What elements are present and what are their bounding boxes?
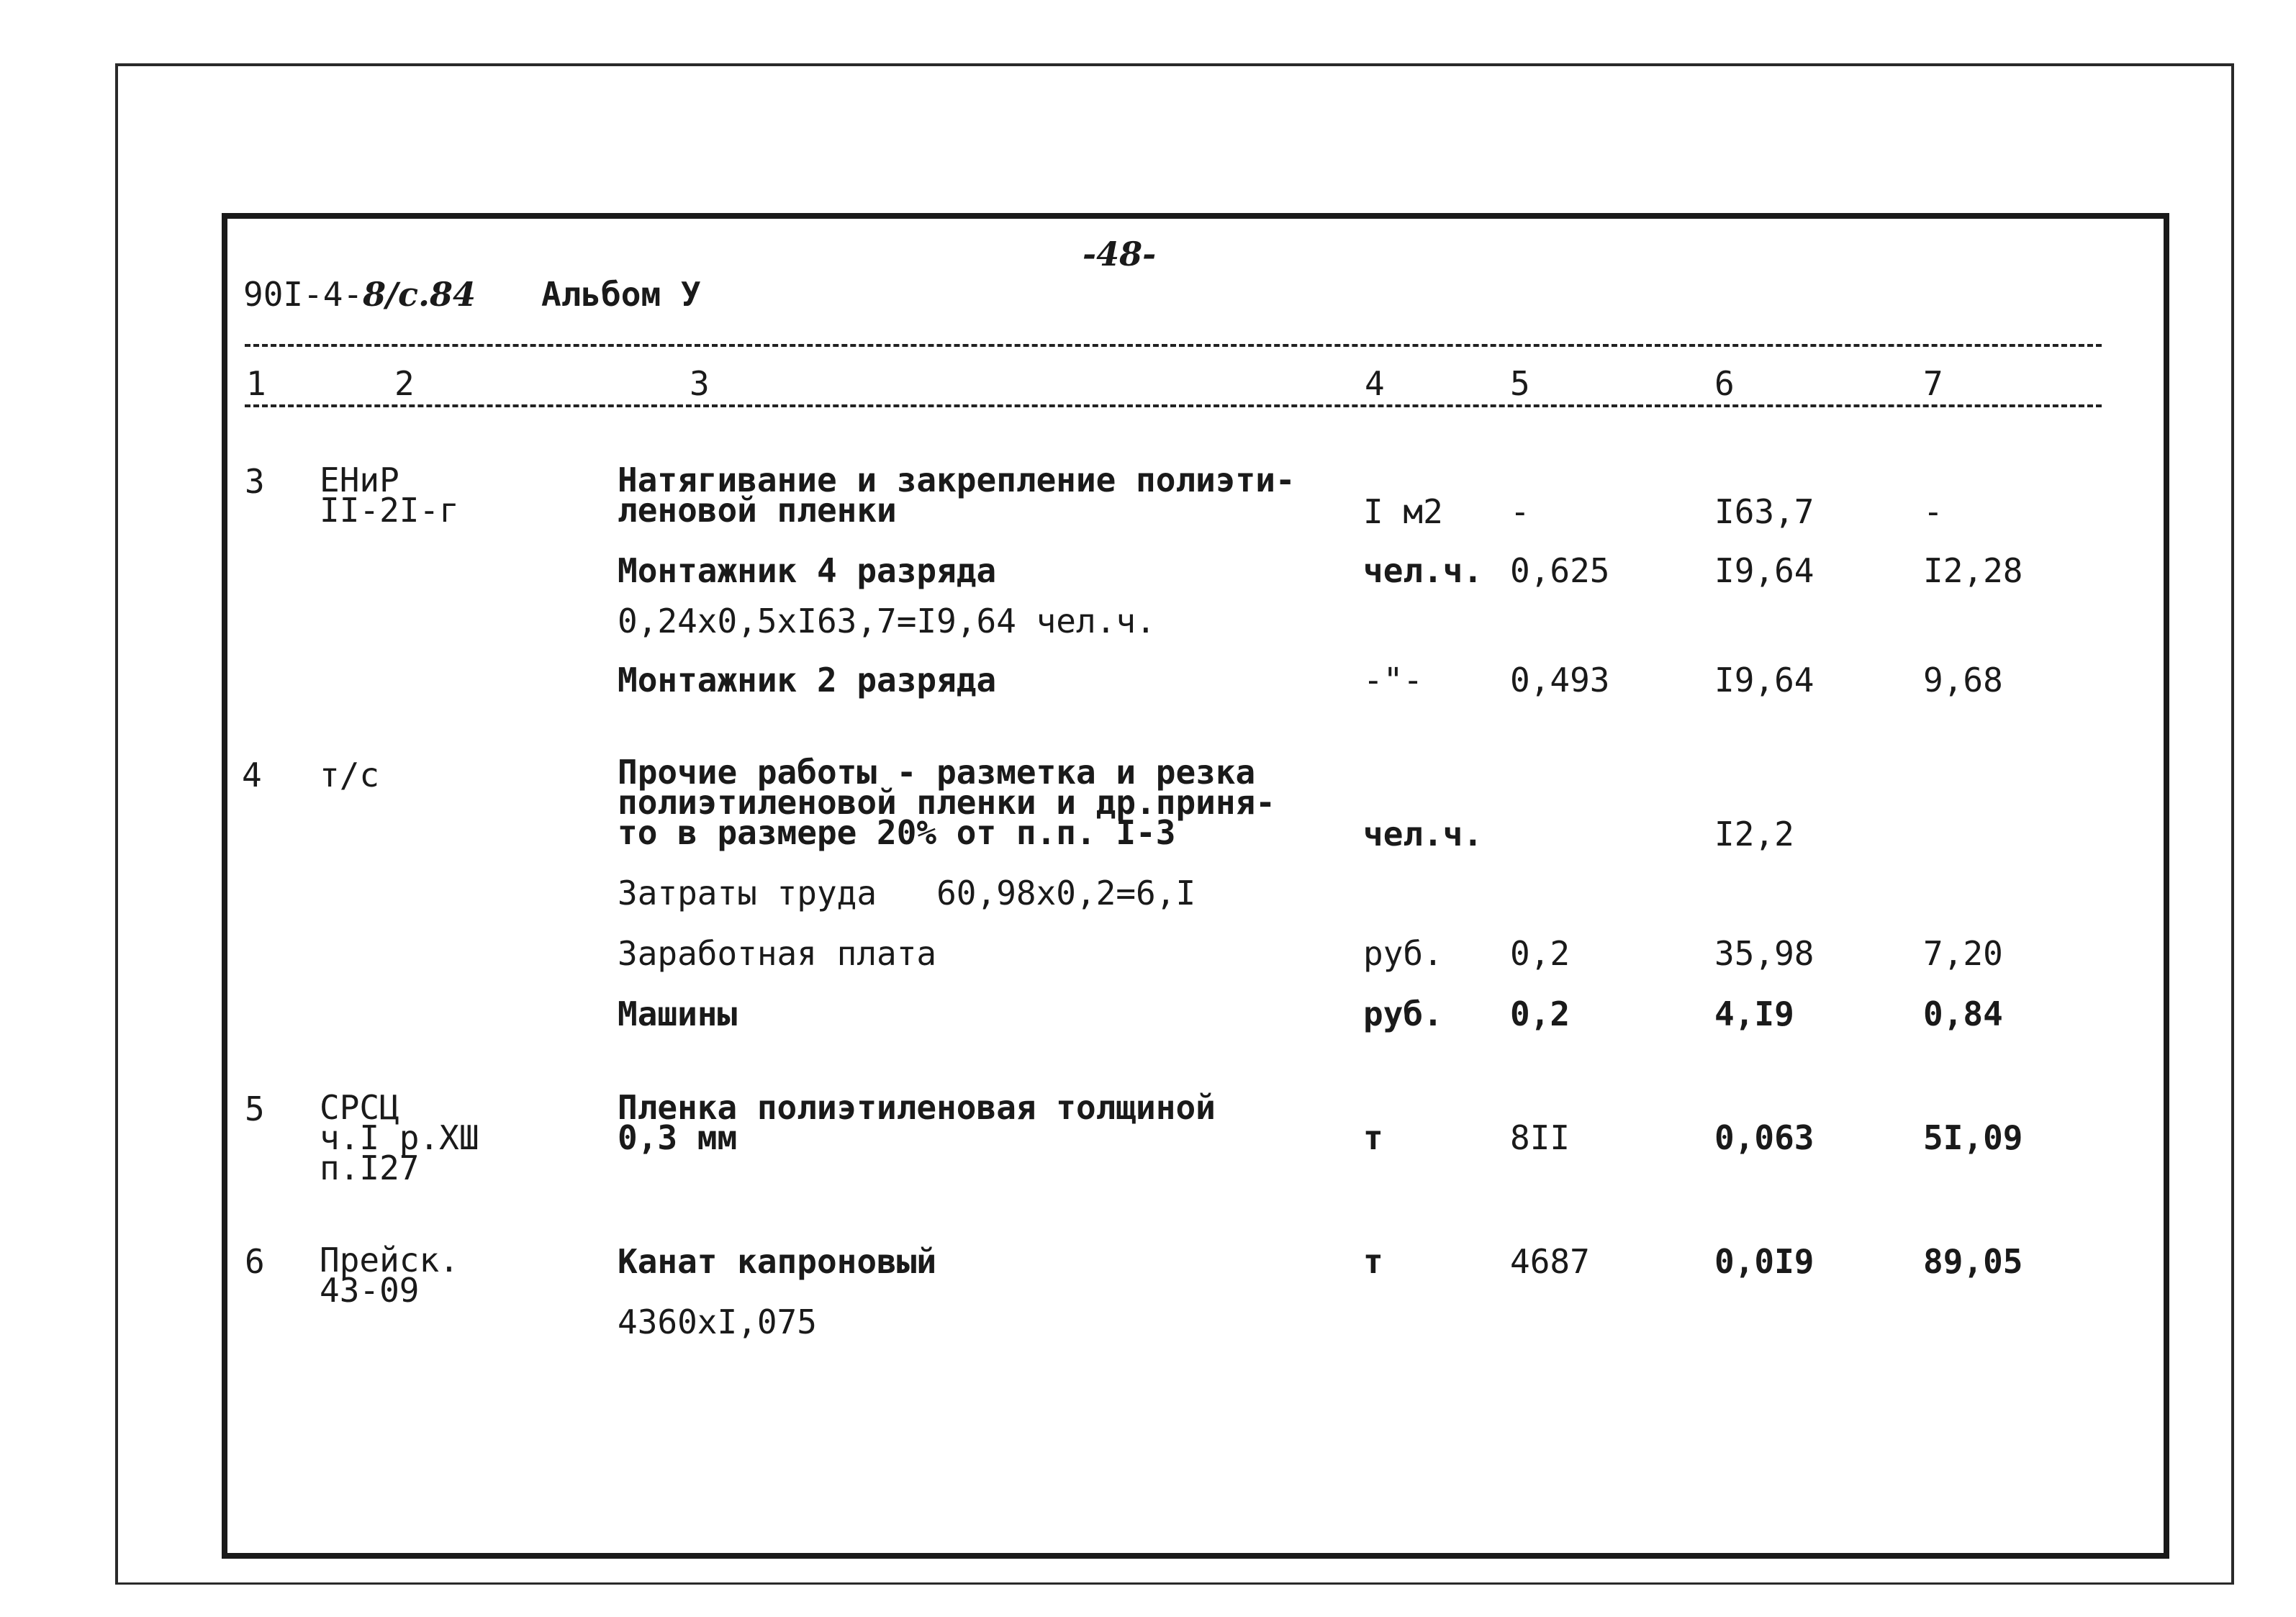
line-col5: 0,493 [1510, 661, 1610, 699]
reference-line: II-2I-г [320, 491, 459, 530]
row-reference [320, 1088, 479, 1187]
line-unit: т [1363, 1118, 1383, 1157]
line-unit: т [1363, 1242, 1383, 1281]
line-unit: чел.ч. [1363, 551, 1483, 590]
line-description: Пленка полиэтиленовая толщиной 0,3 мм [618, 1088, 1216, 1157]
line-col6: 35,98 [1714, 934, 1814, 973]
row-number: 6 [245, 1242, 265, 1281]
line-unit: -"- [1363, 661, 1424, 699]
line-col6: 0,063 [1714, 1118, 1814, 1157]
line-description: Машины [618, 995, 738, 1033]
line-col7: - [1923, 492, 1943, 531]
header-dash-bottom [245, 404, 2102, 407]
doc-code-prefix: 90I-4- [243, 275, 363, 314]
line-unit: чел.ч. [1363, 815, 1483, 853]
line-col5: 8II [1510, 1118, 1570, 1157]
line-description: Канат капроновый [618, 1242, 937, 1281]
row-number: 3 [245, 462, 265, 501]
line-col6: I9,64 [1714, 551, 1814, 590]
line-col5: 0,625 [1510, 551, 1610, 590]
line-col6: 4,I9 [1714, 995, 1794, 1033]
row-number: 4 [242, 756, 262, 794]
line-description: Заработная плата [618, 934, 937, 973]
col-header-7: 7 [1923, 364, 1943, 403]
col-header-2: 2 [394, 364, 415, 403]
doc-code [243, 275, 476, 314]
line-description: Монтажник 2 разряда [618, 661, 997, 699]
line-col6: 0,0I9 [1714, 1242, 1814, 1281]
col-header-3: 3 [690, 364, 710, 403]
line-col6: I2,2 [1714, 815, 1794, 853]
line-unit: руб. [1363, 995, 1443, 1033]
doc-code-handwritten: 8/с.84 [363, 275, 476, 314]
line-col6: I9,64 [1714, 661, 1814, 699]
reference-line: Прейск. [320, 1241, 459, 1279]
line-col5: 0,2 [1510, 934, 1570, 973]
reference-line: СРСЦ [320, 1088, 399, 1127]
reference-line: п.I27 [320, 1149, 420, 1187]
col-header-4: 4 [1365, 364, 1385, 403]
line-description: 0,24х0,5хI63,7=I9,64 чел.ч. [618, 602, 1156, 640]
line-col7: 9,68 [1923, 661, 2003, 699]
col-header-6: 6 [1714, 364, 1735, 403]
line-col7: 5I,09 [1923, 1118, 2023, 1157]
line-col6: I63,7 [1714, 492, 1814, 531]
line-col7: 0,84 [1923, 995, 2003, 1033]
header-dash-top [245, 344, 2102, 347]
line-description: Затраты труда 60,98х0,2=6,I [618, 874, 1196, 912]
page-number: -48- [1083, 235, 1157, 273]
reference-line: 43-09 [320, 1271, 420, 1310]
row-reference [320, 1241, 459, 1310]
line-unit: I м2 [1363, 492, 1443, 531]
row-number: 5 [245, 1090, 265, 1128]
line-col7: 89,05 [1923, 1242, 2023, 1281]
line-description: Прочие работы - разметка и резка полиэтиленовой пленки и др.приня- то в размере 20% от п.п. I-3 [618, 753, 1275, 852]
line-col5: 4687 [1510, 1242, 1590, 1281]
line-col5: 0,2 [1510, 995, 1570, 1033]
row-reference: т/с [320, 756, 380, 794]
line-col7: I2,28 [1923, 551, 2023, 590]
col-header-1: 1 [246, 364, 266, 403]
row-reference [320, 461, 459, 530]
line-description: 4360хI,075 [618, 1303, 817, 1341]
line-unit: руб. [1363, 934, 1443, 973]
line-description: Натягивание и закрепление полиэти- леновой пленки [618, 461, 1296, 530]
album-label: Альбом У [541, 275, 701, 314]
col-header-5: 5 [1510, 364, 1530, 403]
reference-line: ч.I р.ХШ [320, 1118, 479, 1157]
line-col5: - [1510, 492, 1530, 531]
line-col7: 7,20 [1923, 934, 2003, 973]
reference-line: ЕНиР [320, 461, 399, 499]
line-description: Монтажник 4 разряда [618, 551, 997, 590]
